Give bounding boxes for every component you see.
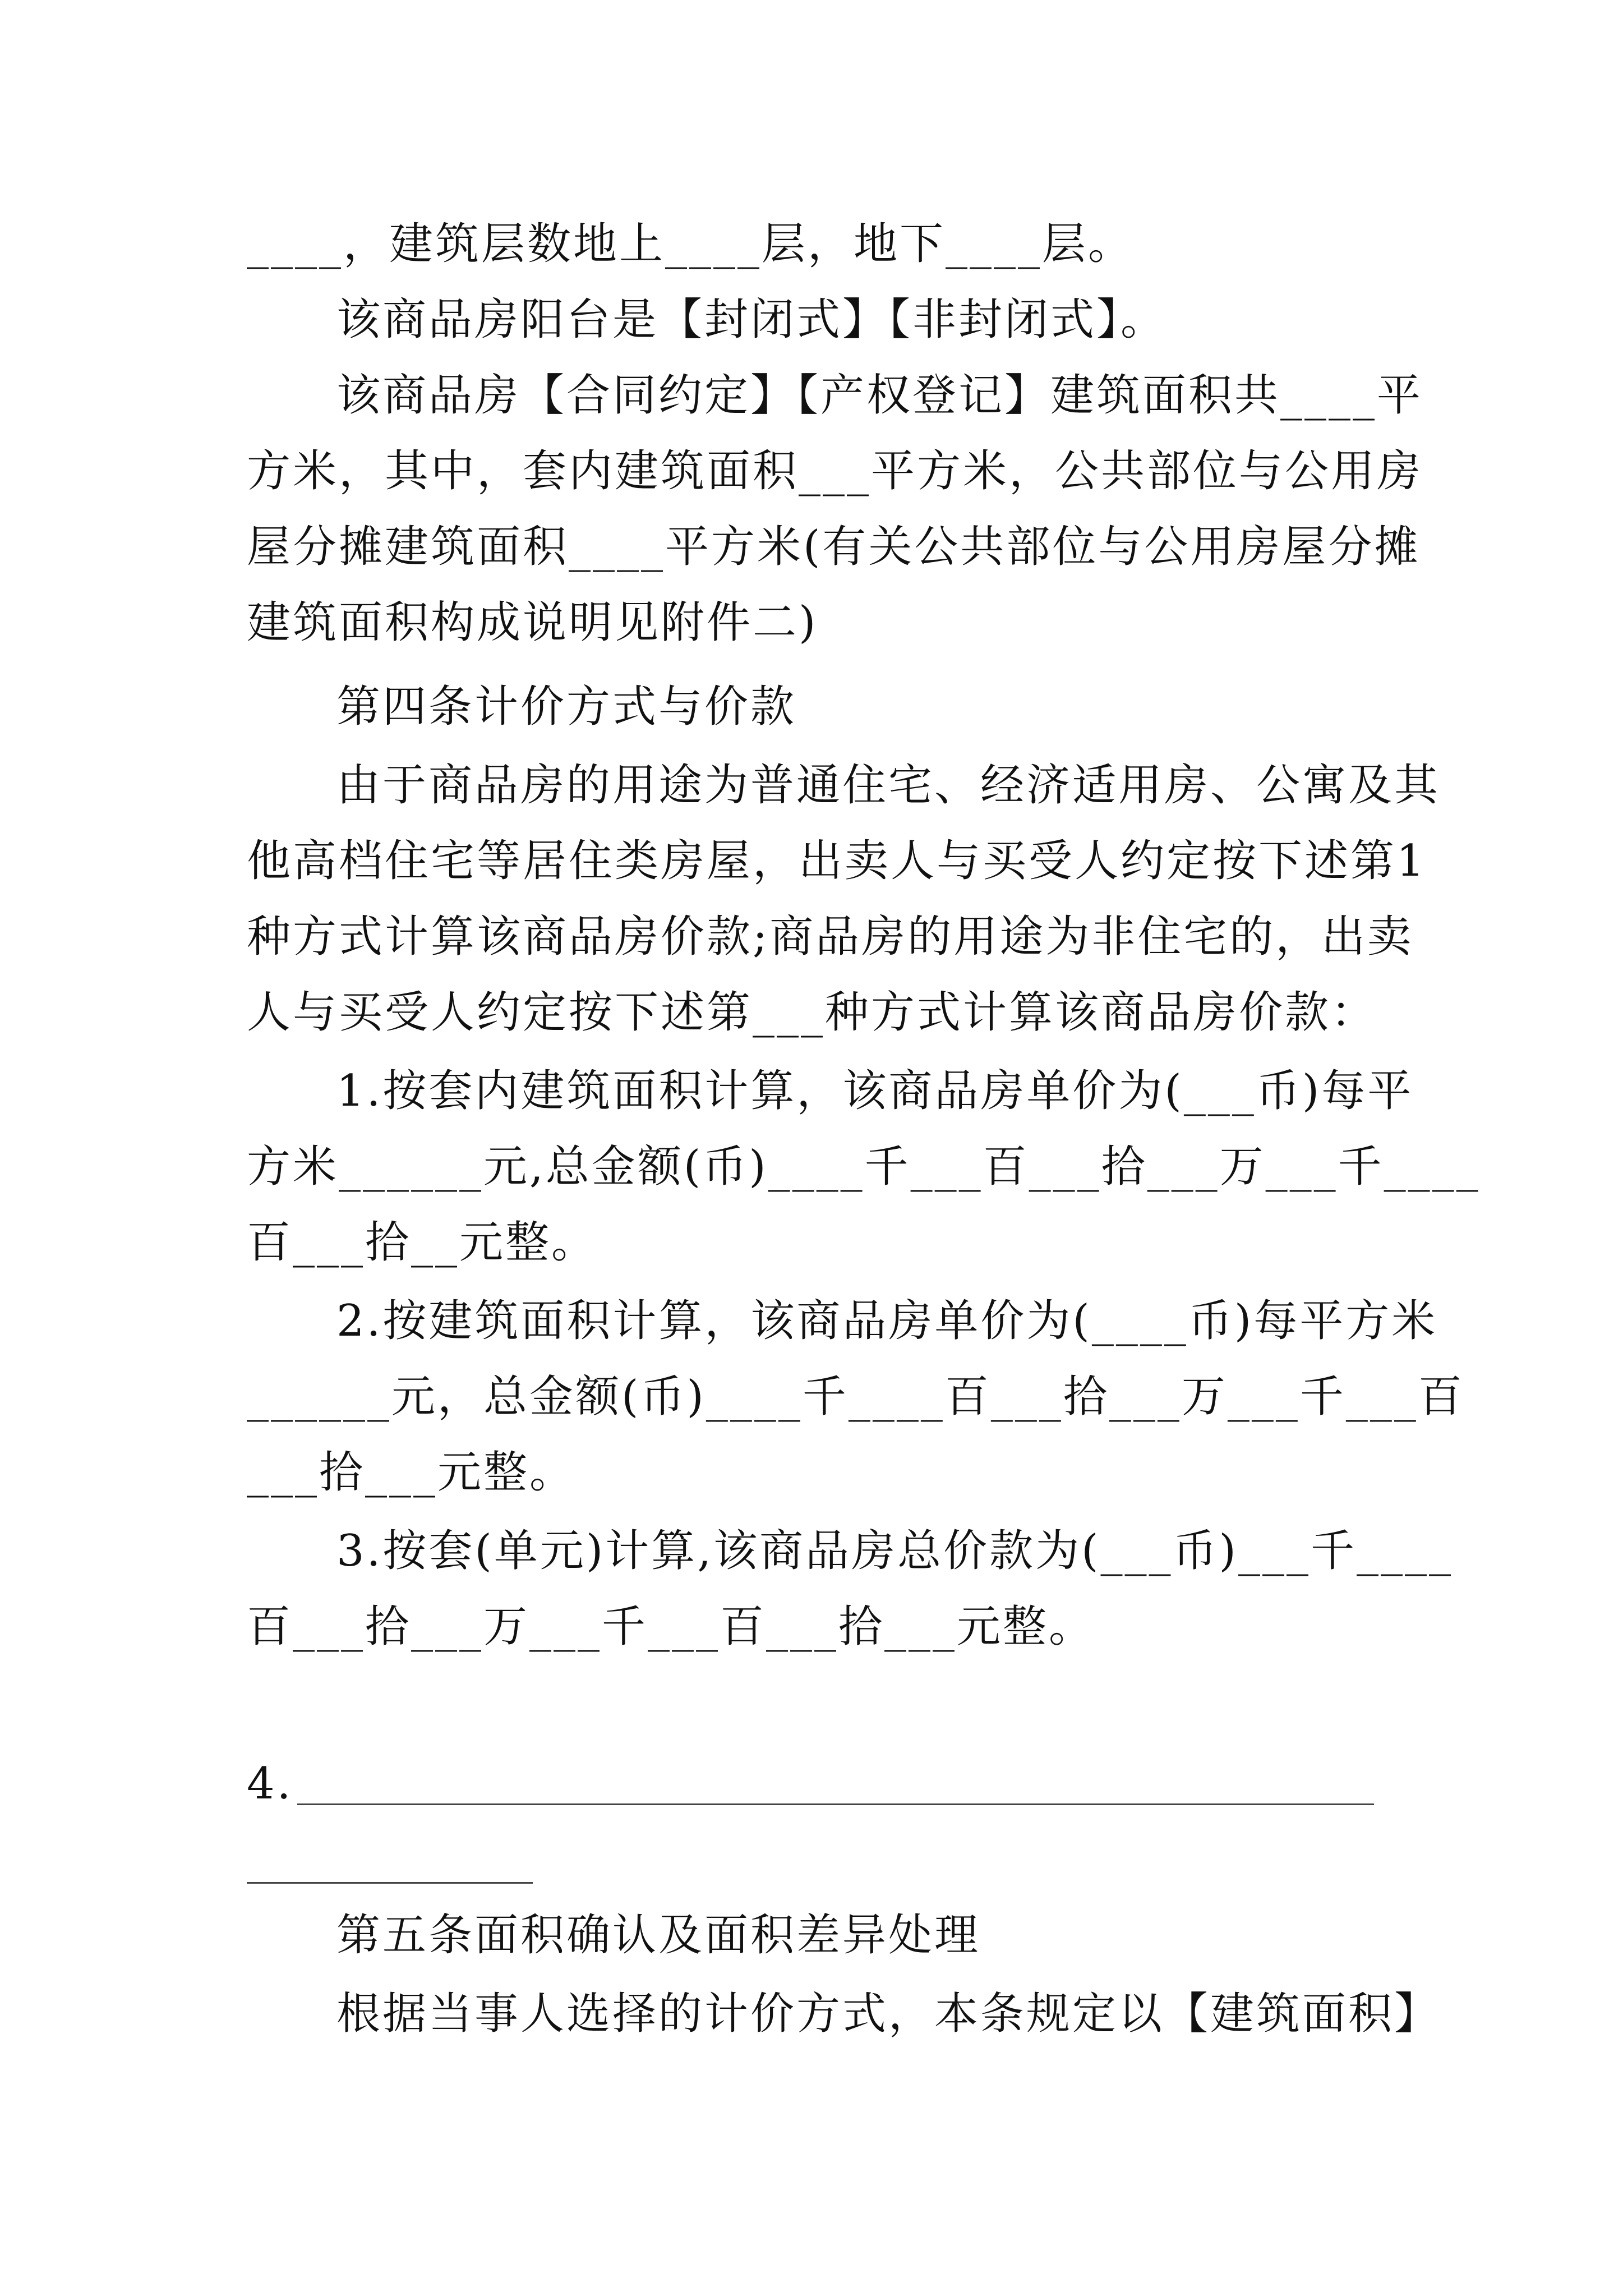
text-line-method-1a: 1.按套内建筑面积计算，该商品房单价为(___币)每平 bbox=[336, 1066, 1414, 1116]
text-line-usage-2: 他高档住宅等居住类房屋，出卖人与买受人约定按下述第1 bbox=[247, 836, 1427, 886]
text-line-usage-1: 由于商品房的用途为普通住宅、经济适用房、公寓及其 bbox=[336, 760, 1441, 811]
text-line-method-1c: 百___拾__元整。 bbox=[247, 1217, 598, 1268]
text-line-method-4: 4. bbox=[247, 1759, 293, 1809]
text-line-method-3a: 3.按套(单元)计算,该商品房总价款为(___币)___千____ bbox=[336, 1526, 1453, 1576]
text-line-usage-4: 人与买受人约定按下述第___种方式计算该商品房价款： bbox=[247, 987, 1377, 1038]
text-line-method-2a: 2.按建筑面积计算，该商品房单价为(____币)每平方米 bbox=[336, 1296, 1438, 1346]
text-line-balcony-type: 该商品房阳台是【封闭式】【非封闭式】。 bbox=[336, 295, 1167, 345]
text-line-building-floors: ____，建筑层数地上____层，地下____层。 bbox=[247, 219, 1135, 269]
text-line-area-intro: 该商品房【合同约定】【产权登记】建筑面积共____平 bbox=[336, 370, 1423, 421]
section-heading-article-5: 第五条面积确认及面积差异处理 bbox=[336, 1910, 981, 1961]
blank-line-method-4 bbox=[297, 1803, 1374, 1805]
text-line-method-2c: ___拾___元整。 bbox=[247, 1447, 576, 1498]
section-heading-article-4: 第四条计价方式与价款 bbox=[336, 682, 797, 732]
text-line-area-confirmation: 根据当事人选择的计价方式，本条规定以【建筑面积】 bbox=[336, 1989, 1441, 2039]
text-line-area-annex: 建筑面积构成说明见附件二) bbox=[247, 597, 818, 648]
blank-line-method-4-continued bbox=[247, 1882, 533, 1884]
text-line-usage-3: 种方式计算该商品房价款;商品房的用途为非住宅的，出卖 bbox=[247, 912, 1414, 962]
text-line-method-3b: 百___拾___万___千___百___拾___元整。 bbox=[247, 1602, 1095, 1652]
text-line-area-inner: 方米，其中，套内建筑面积___平方米，公共部位与公用房 bbox=[247, 446, 1423, 496]
text-line-area-shared: 屋分摊建筑面积____平方米(有关公共部位与公用房屋分摊 bbox=[247, 522, 1421, 572]
text-line-method-1b: 方米______元,总金额(币)____千___百___拾___万___千____ bbox=[247, 1142, 1481, 1192]
text-line-method-2b: ______元，总金额(币)____千____百___拾___万___千___百 bbox=[247, 1372, 1464, 1422]
